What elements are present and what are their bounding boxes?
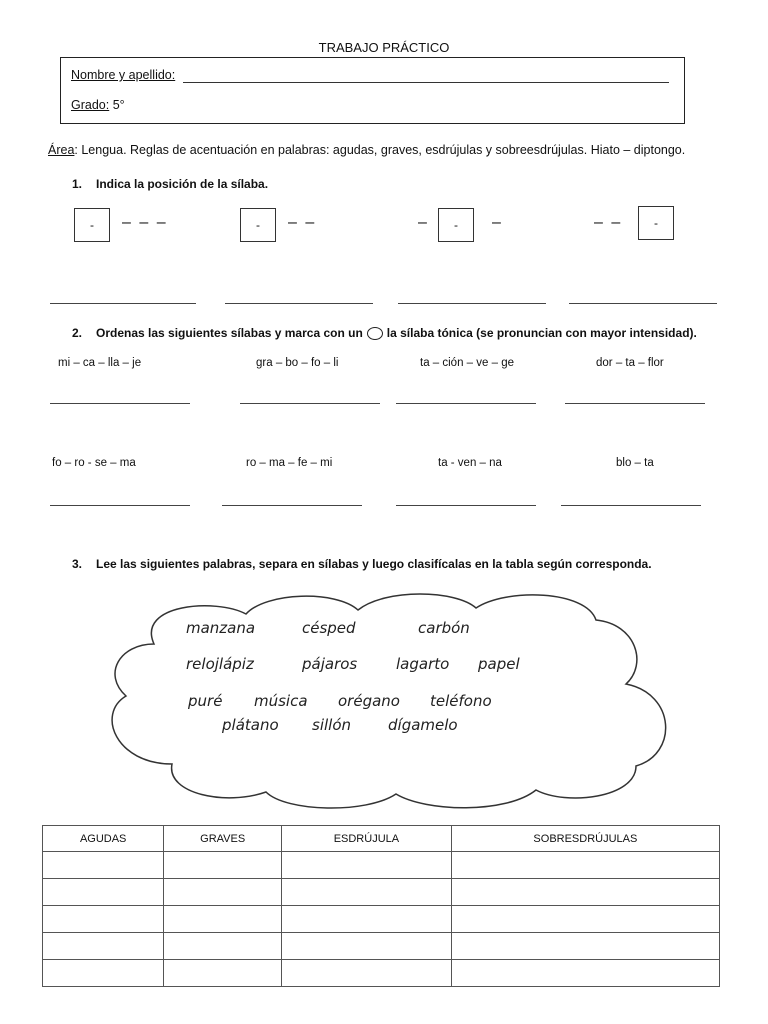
table-cell[interactable] [282, 906, 452, 933]
syllable-dashes: – – [288, 214, 317, 231]
syllable-group: mi – ca – lla – je [58, 357, 142, 369]
table-cell[interactable] [43, 960, 164, 987]
table-cell[interactable] [164, 879, 282, 906]
table-cell[interactable] [451, 933, 719, 960]
table-cell[interactable] [451, 960, 719, 987]
table-cell[interactable] [282, 933, 452, 960]
syllable-group: blo – ta [616, 457, 654, 469]
table-row [43, 960, 720, 987]
table-header-row [43, 826, 720, 852]
syllable-group: dor – ta – flor [596, 357, 664, 369]
answer-line[interactable] [240, 403, 380, 404]
syllable-dashes: – [418, 214, 429, 231]
syllable-group: fo – ro - se – ma [52, 457, 136, 469]
syllable-dashes: – – [594, 214, 623, 231]
grade-value: 5° [112, 98, 125, 112]
table-row [43, 933, 720, 960]
page-title: TRABAJO PRÁCTICO [318, 40, 450, 55]
column-header-agudas: AGUDAS [43, 826, 164, 852]
cloud-word: manzana [186, 619, 256, 637]
table-cell[interactable] [43, 906, 164, 933]
name-field[interactable] [183, 82, 669, 83]
table-cell[interactable] [43, 879, 164, 906]
answer-line[interactable] [222, 505, 362, 506]
cloud-word: pájaros [302, 655, 358, 673]
cloud-word: césped [302, 619, 356, 637]
area-text: : Lengua. Reglas de acentuación en palabras: agudas, graves, esdrújulas y sobreesdrújulas. Hiato – diptongo. [74, 143, 686, 157]
table-cell[interactable] [43, 852, 164, 879]
syllable-group: ta – ción – ve – ge [420, 357, 514, 369]
table-cell[interactable] [282, 879, 452, 906]
syllable-dashes: – – – [122, 214, 168, 231]
column-header-esdrujula: ESDRÚJULA [282, 826, 452, 852]
syllable-dashes: – [492, 214, 503, 231]
table-cell[interactable] [164, 933, 282, 960]
table-cell[interactable] [164, 852, 282, 879]
answer-line[interactable] [561, 505, 701, 506]
answer-line[interactable] [50, 303, 196, 304]
answer-line[interactable] [398, 303, 546, 304]
cloud-word: música [254, 692, 308, 710]
syllable-box: - [438, 208, 474, 242]
circle-icon [367, 327, 383, 340]
name-label: Nombre y apellido: [71, 68, 176, 82]
question-number: 3. [72, 557, 83, 571]
syllable-box: - [74, 208, 110, 242]
cloud-word: dígamelo [388, 716, 458, 734]
table-cell[interactable] [451, 879, 719, 906]
area-line [48, 143, 685, 157]
table-cell[interactable] [164, 906, 282, 933]
question-2 [72, 326, 697, 340]
syllable-group: ta - ven – na [438, 457, 502, 469]
table-cell[interactable] [43, 933, 164, 960]
answer-line[interactable] [569, 303, 717, 304]
answer-line[interactable] [50, 505, 190, 506]
syllable-box: - [240, 208, 276, 242]
cloud-word: puré [188, 692, 223, 710]
cloud-word: lagarto [396, 655, 450, 673]
question-text: Ordenas las siguientes sílabas y marca con un [96, 326, 363, 340]
syllable-group: gra – bo – fo – li [256, 357, 339, 369]
classification-table [42, 825, 720, 987]
table-cell[interactable] [282, 960, 452, 987]
column-header-sobresdrujulas: SOBRESDRÚJULAS [451, 826, 719, 852]
cloud-word: papel [478, 655, 520, 673]
grade-row [71, 98, 125, 112]
table-cell[interactable] [451, 906, 719, 933]
student-info-box [60, 57, 685, 124]
cloud-word: sillón [312, 716, 352, 734]
table-cell[interactable] [451, 852, 719, 879]
table-row [43, 852, 720, 879]
cloud-word: orégano [338, 692, 400, 710]
question-1 [72, 177, 268, 191]
table-cell[interactable] [282, 852, 452, 879]
answer-line[interactable] [225, 303, 373, 304]
cloud-word: carbón [418, 619, 470, 637]
name-row [71, 68, 175, 82]
cloud-word: teléfono [430, 692, 492, 710]
question-3 [72, 557, 652, 571]
grade-label: Grado: [71, 98, 110, 112]
question-number: 1. [72, 177, 83, 191]
table-row [43, 906, 720, 933]
area-label: Área [48, 143, 75, 157]
question-text: Indica la posición de la sílaba. [96, 177, 269, 191]
answer-line[interactable] [396, 403, 536, 404]
column-header-graves: GRAVES [164, 826, 282, 852]
answer-line[interactable] [50, 403, 190, 404]
question-text-end: la sílaba tónica (se pronuncian con mayor intensidad). [386, 326, 697, 340]
table-row [43, 879, 720, 906]
answer-line[interactable] [396, 505, 536, 506]
cloud-word: relojlápiz [186, 655, 254, 673]
cloud-word: plátano [222, 716, 279, 734]
syllable-box: - [638, 206, 674, 240]
question-number: 2. [72, 326, 83, 340]
answer-line[interactable] [565, 403, 705, 404]
syllable-group: ro – ma – fe – mi [246, 457, 333, 469]
question-text: Lee las siguientes palabras, separa en sílabas y luego clasifícalas en la tabla según corresponda. [96, 557, 652, 571]
table-cell[interactable] [164, 960, 282, 987]
